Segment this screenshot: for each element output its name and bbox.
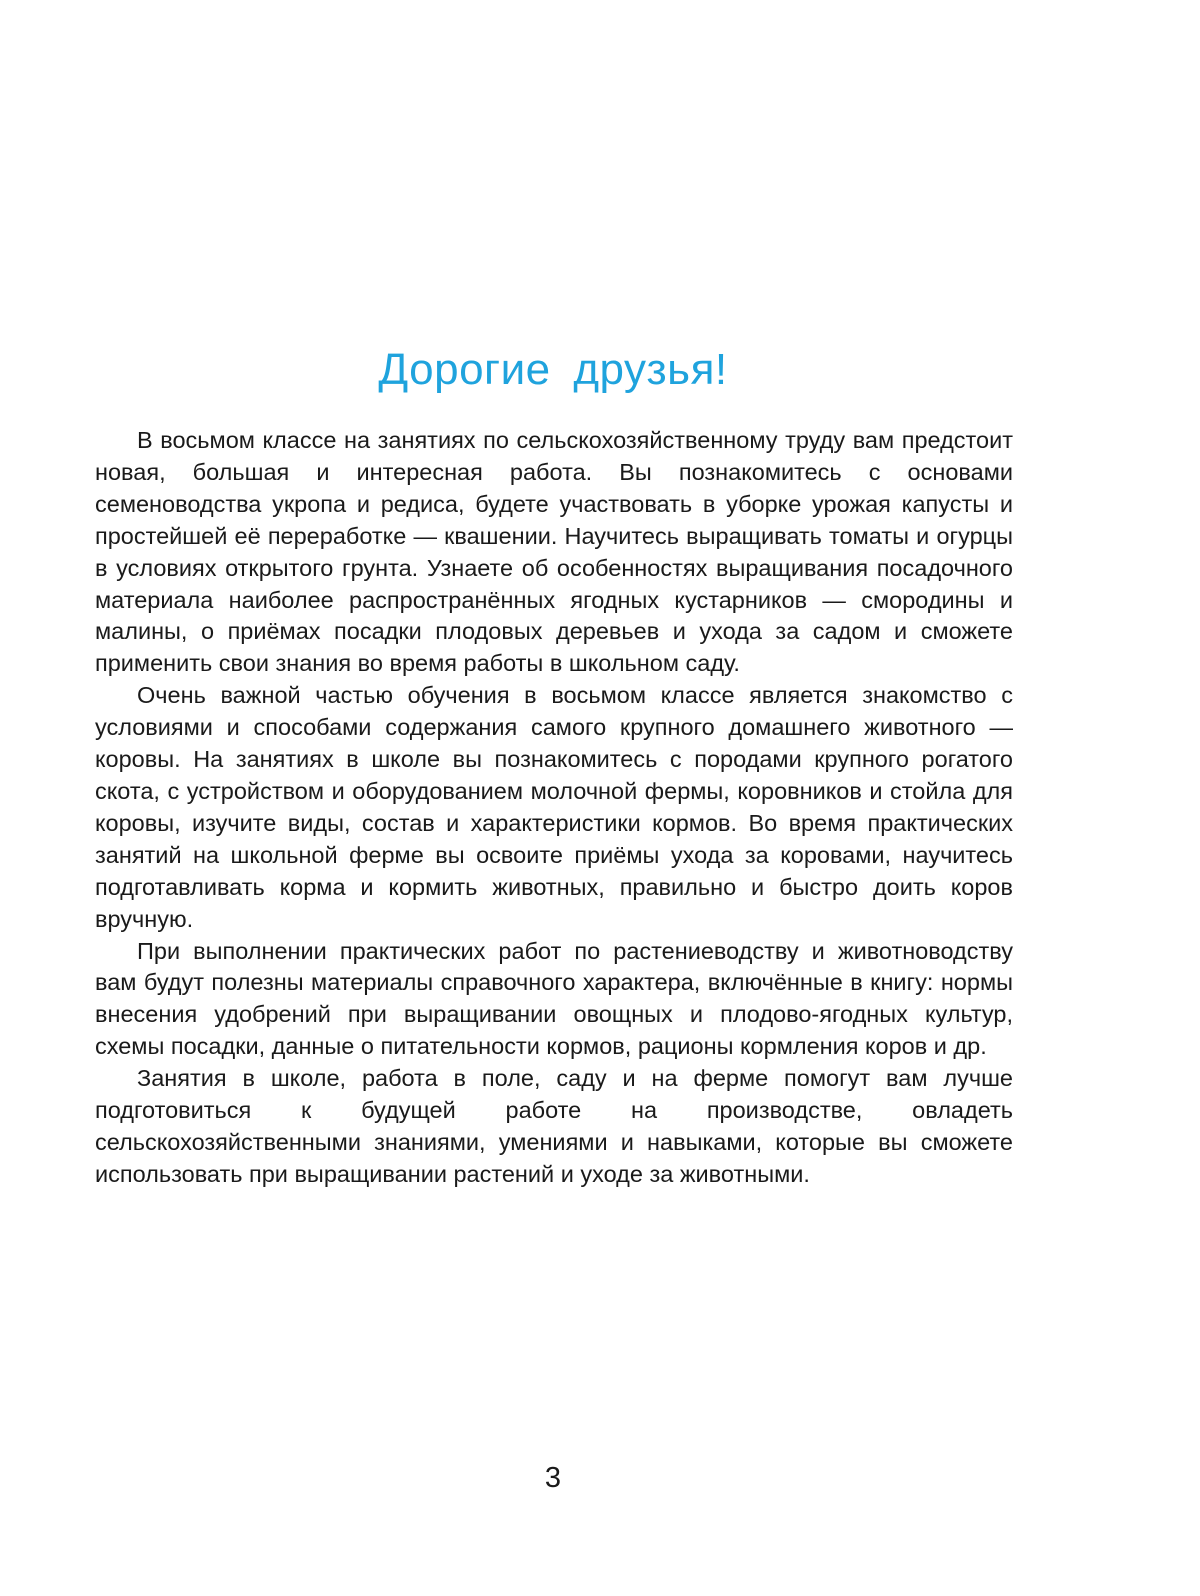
page-title: Дорогие друзья! (378, 345, 728, 394)
paragraph-1: В восьмом классе на занятиях по сельскохозяйственному труду вам предстоит новая, большая и интересная работа. Вы познакомитесь с основами семеноводства укропа и редиса, будете участвовать в уборке урожая капусты и простейшей её переработке — квашении. Научитесь выращивать томаты и огурцы в условиях открытого грунта. Узнаете об особенностях выращивания посадочного материала наиболее распространённых ягодных кустарников — смородины и малины, о приёмах посадки плодовых деревьев и ухода за садом и сможете применить свои знания во время работы в школьном саду. (95, 427, 1013, 677)
page-number: 3 (544, 1462, 562, 1494)
paragraph-3: При выполнении практических работ по растениеводству и животноводству вам будут полезны материалы справочного характера, включённые в книгу: нормы внесения удобрений при выращивании овощных и плодово-ягодных культур, схемы посадки, данные о питательности кормов, рационы кормления коров и др. (95, 937, 1013, 1060)
paragraph-2: Очень важной частью обучения в восьмом классе является знакомство с условиями и способами содержания самого крупного домашнего животного — коровы. На занятиях в школе вы познакомитесь с породами крупного рогатого скота, с устройством и оборудованием молочной фермы, коровников и стойла для коровы, изучите виды, состав и характеристики кормов. Во время практических занятий на школьной ферме вы освоите приёмы ухода за коровами, научитесь подготавливать корма и кормить животных, правильно и быстро доить коров вручную. (95, 682, 1013, 932)
paragraph-4: Занятия в школе, работа в поле, саду и на ферме помогут вам лучше подготовиться к будущей работе на производстве, овладеть сельскохозяйственными знаниями, умениями и навыками, которые вы сможете использовать при выращивании растений и уходе за животными. (95, 1065, 1013, 1187)
body-text (95, 425, 1013, 1191)
